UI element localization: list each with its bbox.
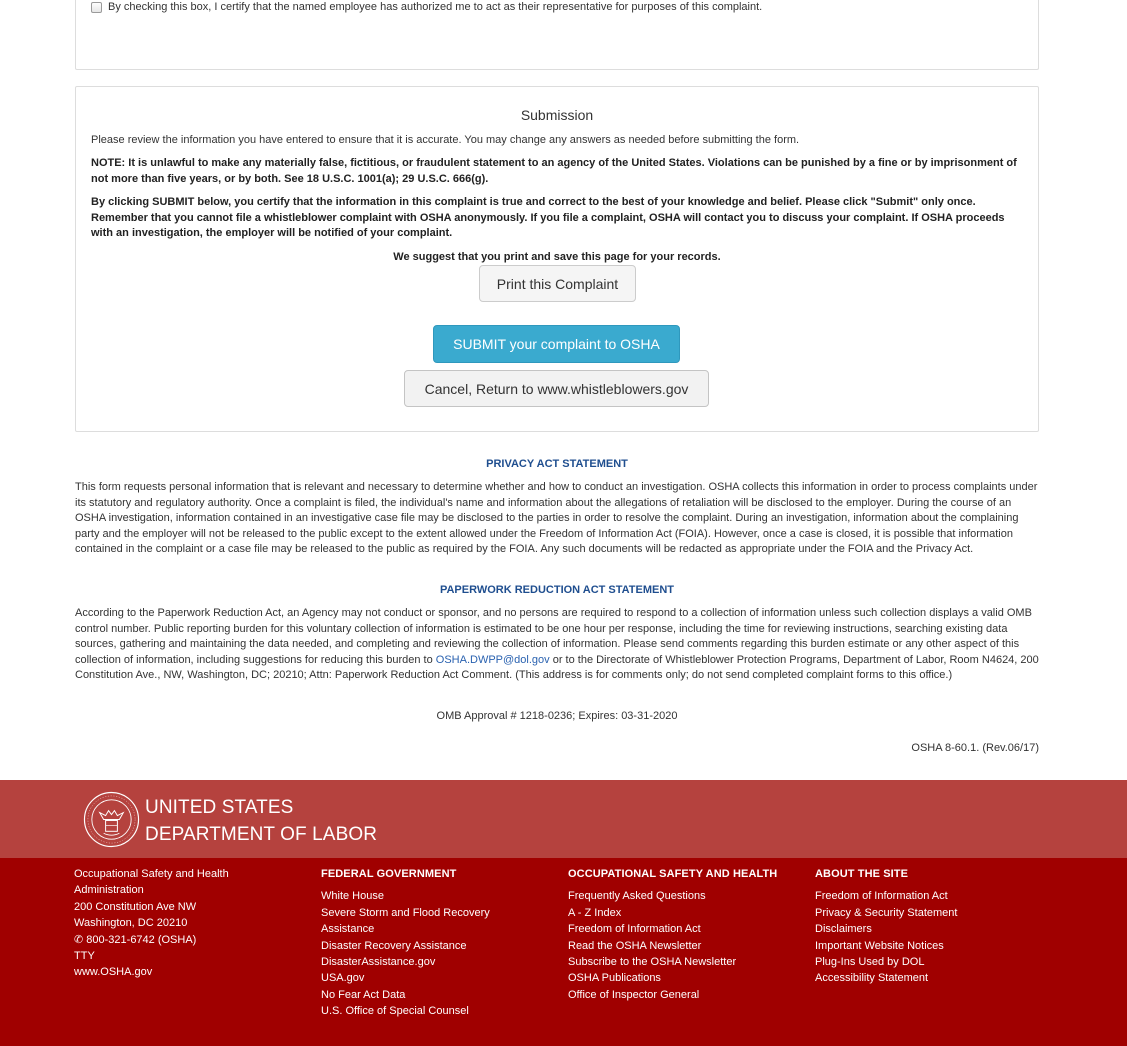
- footer-about-site: [815, 866, 1015, 987]
- certification-row: [91, 1, 762, 13]
- omb-approval: OMB Approval # 1218-0236; Expires: 03-31-2020: [436, 710, 678, 722]
- paperwork-act-text: [75, 606, 1039, 684]
- print-complaint-button[interactable]: Print this Complaint: [479, 265, 636, 302]
- paperwork-text-part2: or to the Directorate of Whistleblower Protection Programs, Department of Labor, Room N4624, 200 Constitution Ave., NW, Washington, DC; 20210; Attn: Paperwork Reduction Act Comment. (This address is for comments only; do not send completed complaint forms to this office.): [75, 653, 1039, 682]
- submit-certification-text: By clicking SUBMIT below, you certify that the information in this complaint is true and correct to the best of your knowledge and belief. Please click "Submit" only once. Remember that you cannot file a whistleblower complaint with OSHA anonymously. If you file a complaint, OSHA will contact you to discuss your complaint. If OSHA proceeds with an investigation, the employer will be notified of your complaint.: [91, 196, 1005, 240]
- footer-link[interactable]: White House: [321, 890, 384, 903]
- footer-link[interactable]: OSHA Publications: [568, 972, 661, 985]
- tty-link[interactable]: TTY: [74, 950, 95, 963]
- phone-line: [74, 932, 274, 948]
- street-address: 200 Constitution Ave NW: [74, 900, 197, 913]
- osha-heading: OCCUPATIONAL SAFETY AND HEALTH: [568, 868, 778, 880]
- submission-title: Submission: [520, 107, 594, 123]
- city-address: Washington, DC 20210: [74, 917, 188, 930]
- phone-icon: ✆: [74, 933, 87, 946]
- footer-link[interactable]: DisasterAssistance.gov: [321, 956, 436, 969]
- print-suggestion: We suggest that you print and save this page for your records.: [393, 251, 721, 263]
- federal-government-heading: FEDERAL GOVERNMENT: [321, 868, 457, 880]
- legal-note: NOTE: It is unlawful to make any materially false, fictitious, or fraudulent statement to an agency of the United States. Violations can be punished by a fine or by imprisonment of not more than five years, or by both. See 18 U.S.C. 1001(a); 29 U.S.C. 666(g).: [91, 157, 1017, 185]
- cancel-return-button[interactable]: Cancel, Return to www.whistleblowers.gov: [404, 370, 709, 407]
- about-site-heading: ABOUT THE SITE: [815, 868, 909, 880]
- paperwork-text-part1: According to the Paperwork Reduction Act, an Agency may not conduct or sponsor, and no persons are required to respond to a collection of information unless such collection displays a valid OMB control number. Public reporting burden for this voluntary collection of information is estimated to be one hour per response, including the time for reviewing instructions, searching existing data sources, gathering and maintaining the data needed, and completing and reviewing the collection of information. Please send comments regarding this burden estimate or any other aspect of this collection of information, including suggestions for reducing this burden to: [75, 607, 1032, 666]
- footer-link[interactable]: Frequently Asked Questions: [568, 890, 706, 903]
- footer-link[interactable]: Severe Storm and Flood Recovery Assistance: [321, 906, 490, 936]
- footer-address: [74, 866, 274, 981]
- privacy-act-text: This form requests personal information that is relevant and necessary to determine whether and how to conduct an investigation. OSHA collects this information in order to process complaints under its statutory and regulatory authority. Once a complaint is filed, the individual's name and information about the allegations of retaliation will be disclosed to the employer. During the course of an OSHA investigation, information contained in an investigative case file may be disclosed to the parties in order to resolve the complaint. During an investigation, information about the complaining party and the employer will not be released to the public except to the extent allowed under the Freedom of Information Act (FOIA). However, once a case is closed, it is possible that information contained in the complaint or a case file may be released to the public as required by the FOIA. Any such documents will be redacted as appropriate under the FOIA and the Privacy Act.: [75, 481, 1038, 556]
- footer-link[interactable]: Freedom of Information Act: [815, 890, 948, 903]
- dol-wordmark[interactable]: [145, 794, 377, 848]
- privacy-act-heading: PRIVACY ACT STATEMENT: [486, 458, 628, 470]
- submit-complaint-button[interactable]: SUBMIT your complaint to OSHA: [433, 325, 680, 363]
- certification-label: By checking this box, I certify that the named employee has authorized me to act as their representative for purposes of this complaint.: [108, 1, 763, 13]
- footer-link[interactable]: Read the OSHA Newsletter: [568, 939, 702, 952]
- certification-panel: [75, 0, 1039, 70]
- footer-link[interactable]: Disclaimers: [815, 923, 872, 936]
- footer-link[interactable]: Subscribe to the OSHA Newsletter: [568, 956, 737, 969]
- dol-seal-icon[interactable]: [83, 791, 140, 848]
- footer-link[interactable]: USA.gov: [321, 972, 365, 985]
- footer-link[interactable]: Privacy & Security Statement: [815, 906, 958, 919]
- authorization-checkbox[interactable]: [91, 2, 102, 13]
- footer-link[interactable]: Accessibility Statement: [815, 972, 929, 985]
- dol-line-1: UNITED STATES: [145, 797, 294, 818]
- footer-link[interactable]: Important Website Notices: [815, 939, 944, 952]
- footer-osha: [568, 866, 798, 1003]
- dwpp-email-link[interactable]: OSHA.DWPP@dol.gov: [435, 653, 550, 666]
- submission-panel: [75, 86, 1039, 432]
- footer-federal-government: [321, 866, 521, 1020]
- footer-link[interactable]: Disaster Recovery Assistance: [321, 939, 467, 952]
- footer-link[interactable]: Office of Inspector General: [568, 988, 700, 1001]
- footer-link[interactable]: Freedom of Information Act: [568, 923, 701, 936]
- footer-link[interactable]: A - Z Index: [568, 906, 622, 919]
- paperwork-act-heading: PAPERWORK REDUCTION ACT STATEMENT: [439, 584, 675, 596]
- form-number: OSHA 8-60.1. (Rev.06/17): [911, 742, 1039, 754]
- review-text: Please review the information you have entered to ensure that it is accurate. You may change any answers as needed before submitting the form.: [91, 134, 800, 146]
- osha-site-link[interactable]: www.OSHA.gov: [74, 966, 153, 979]
- dol-line-2: DEPARTMENT OF LABOR: [145, 824, 378, 845]
- footer-link[interactable]: No Fear Act Data: [321, 988, 406, 1001]
- footer-link[interactable]: Plug-Ins Used by DOL: [815, 956, 925, 969]
- agency-name: Occupational Safety and Health Administration: [74, 868, 229, 897]
- phone-number[interactable]: 800-321-6742 (OSHA): [86, 933, 197, 946]
- footer-link[interactable]: U.S. Office of Special Counsel: [321, 1005, 469, 1018]
